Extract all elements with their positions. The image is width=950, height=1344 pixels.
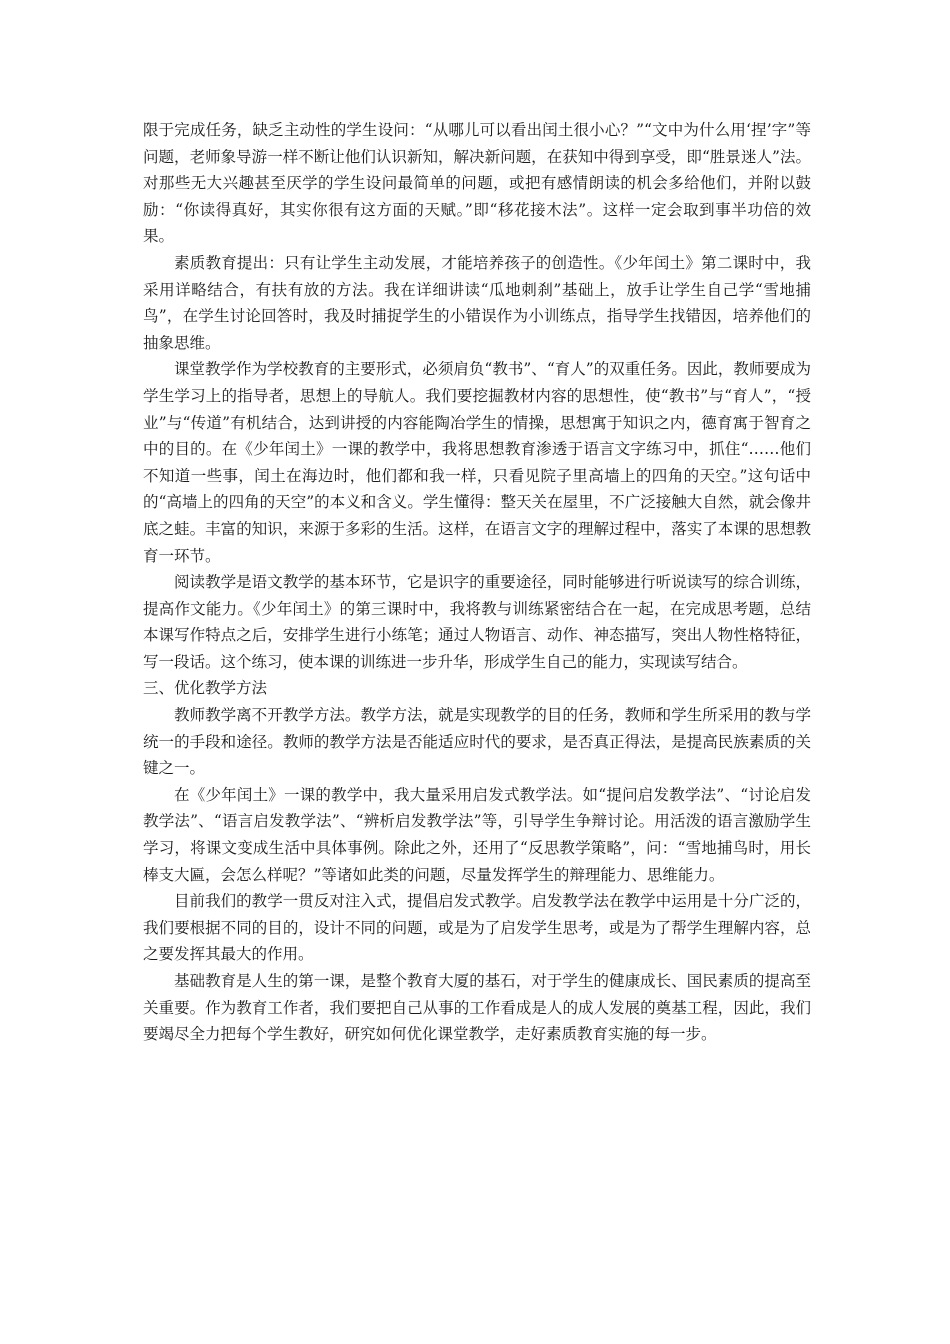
paragraph-5: 教师教学离不开教学方法。教学方法，就是实现教学的目的任务，教师和学生所采用的教与学统一的手段和途径。教师的教学方法是否能适应时代的要求，是否真正得法，是提高民族素质的关键之一。 [143, 706, 811, 778]
section-heading-optimize-methods: 三、优化教学方法 [143, 679, 268, 698]
paragraph-8: 基础教育是人生的第一课，是整个教育大厦的基石，对于学生的健康成长、国民素质的提高至关重要。作为教育工作者，我们要把自己从事的工作看成是人的成人发展的奠基工程，因此，我们要竭尽全力把每个学生教好，研究如何优化课堂教学，走好素质教育实施的每一步。 [143, 972, 811, 1044]
paragraph-3: 课堂教学作为学校教育的主要形式，必须肩负“教书”、“育人”的双重任务。因此，教师要成为学生学习上的指导者，思想上的导航人。我们要挖掘教材内容的思想性，使“教书”与“育人”，“授业”与“传道”有机结合，达到讲授的内容能陶冶学生的情操，思想寓于知识之内，德育寓于智育之中的目的。在《少年闰土》一课的教学中，我将思想教育渗透于语言文字练习中，抓住“……他们不知道一些事，闰土在海边时，他们都和我一样，只看见院子里高墙上的四角的天空。”这句话中的“高墙上的四角的天空”的本义和含义。学生懂得：整天关在屋里，不广泛接触大自然，就会像井底之蛙。丰富的知识，来源于多彩的生活。这样，在语言文字的理解过程中，落实了本课的思想教育一环节。 [143, 360, 811, 565]
document-body [143, 117, 811, 1048]
paragraph-6: 在《少年闰土》一课的教学中，我大量采用启发式教学法。如“提问启发教学法”、“讨论启发教学法”、“语言启发教学法”、“辨析启发教学法”等，引导学生争辩讨论。用活泼的语言激励学生学习，将课文变成生活中具体事例。除此之外，还用了“反思教学策略”，问：“雪地捕鸟时，用长棒支大匾，会怎么样呢？”等诸如此类的问题，尽量发挥学生的辩理能力、思维能力。 [143, 785, 811, 884]
paragraph-4: 阅读教学是语文教学的基本环节，它是识字的重要途径，同时能够进行听说读写的综合训练，提高作文能力。《少年闰土》的第三课时中，我将教与训练紧密结合在一起，在完成思考题，总结本课写作特点之后，安排学生进行小练笔；通过人物语言、动作、神态描写，突出人物性格特征，写一段话。这个练习，使本课的训练进一步升华，形成学生自己的能力，实现读写结合。 [143, 573, 811, 671]
paragraph-7: 目前我们的教学一贯反对注入式，提倡启发式教学。启发教学法在教学中运用是十分广泛的，我们要根据不同的目的，设计不同的问题，或是为了启发学生思考，或是为了帮学生理解内容，总之要发挥其最大的作用。 [143, 892, 811, 964]
paragraph-1: 限于完成任务，缺乏主动性的学生设问：“从哪儿可以看出闰土很小心？”“文中为什么用‘捏’字”等问题，老师象导游一样不断让他们认识新知，解决新问题，在获知中得到享受，即“胜景迷人”法。对那些无大兴趣甚至厌学的学生设问最简单的问题，或把有感情朗读的机会多给他们，并附以鼓励：“你读得真好，其实你很有这方面的天赋。”即“移花接木法”。这样一定会取到事半功倍的效果。 [143, 121, 811, 246]
paragraph-2: 素质教育提出：只有让学生主动发展，才能培养孩子的创造性。《少年闰土》第二课时中，我采用详略结合，有扶有放的方法。我在详细讲读“瓜地刺刹”基础上，放手让学生自己学“雪地捕鸟”，在学生讨论回答时，我及时捕捉学生的小错误作为小训练点，指导学生找错因，培养他们的抽象思维。 [143, 253, 811, 352]
